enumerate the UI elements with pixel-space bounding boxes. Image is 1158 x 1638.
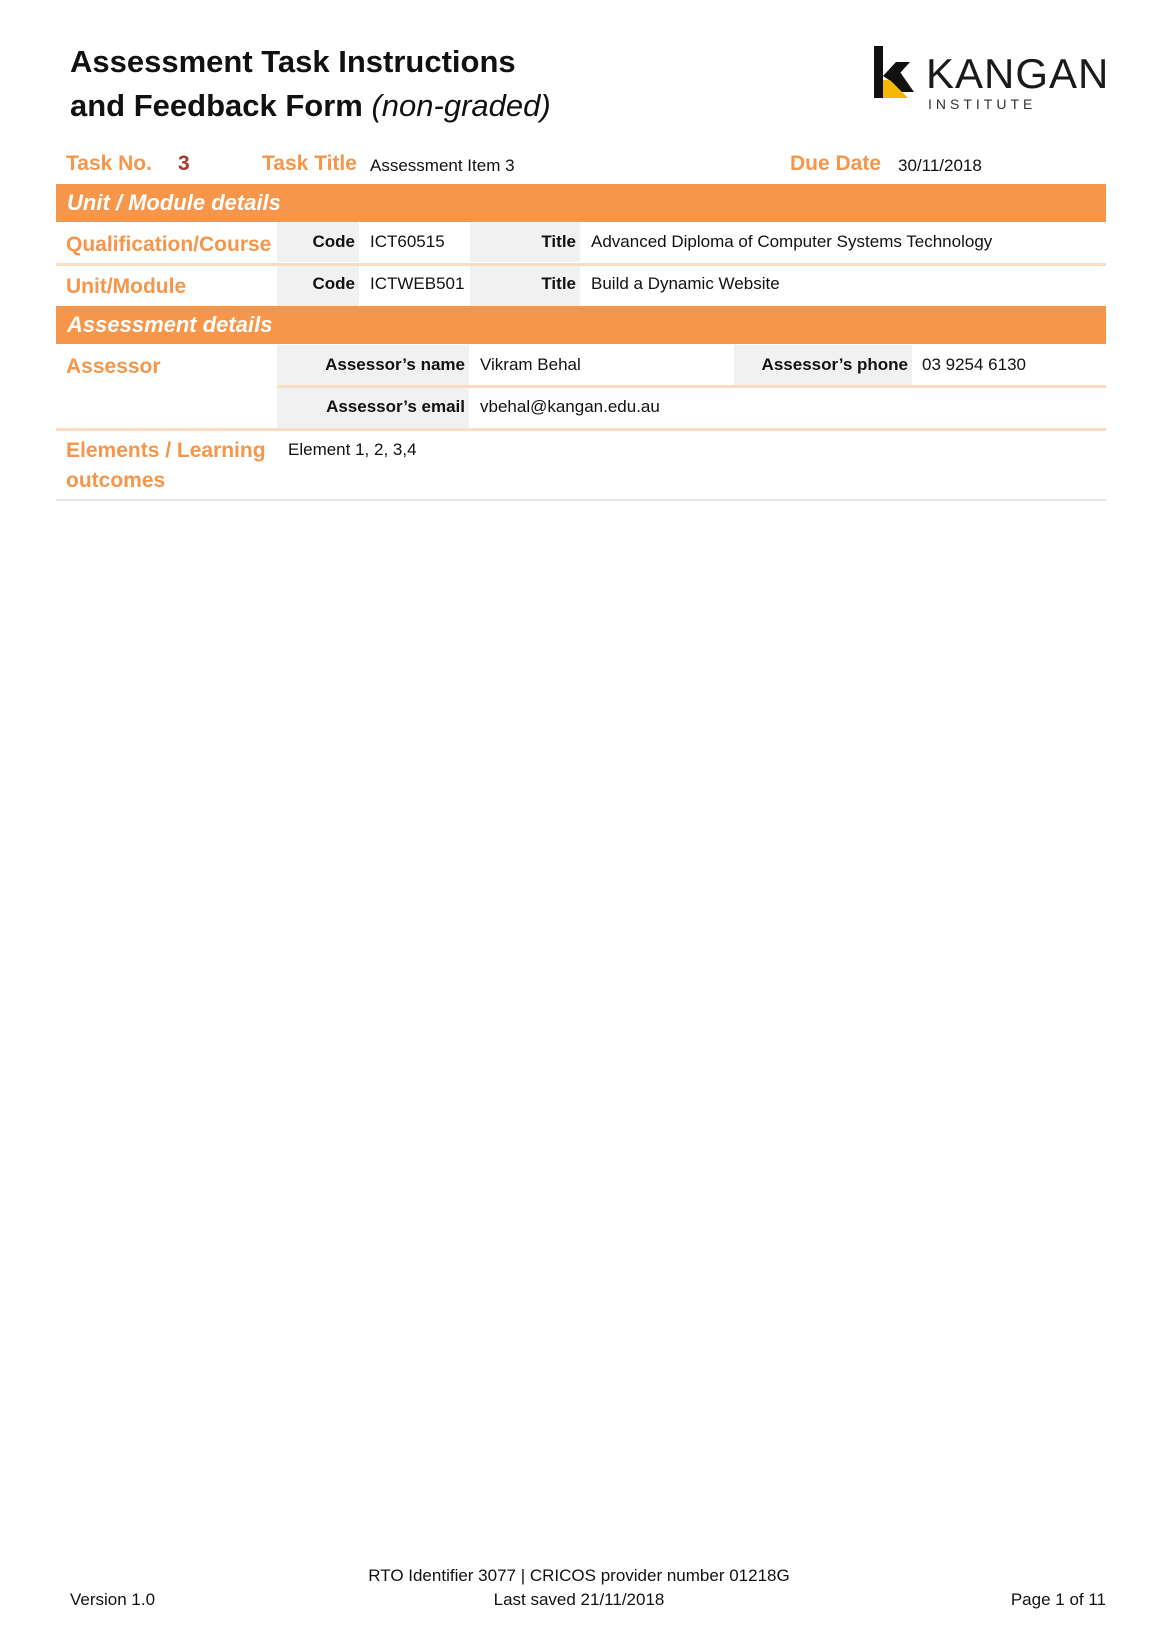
elements-label	[66, 436, 266, 496]
qualification-title-label: Title	[541, 232, 576, 251]
assessor-name: Vikram Behal	[480, 355, 581, 374]
qualification-code: ICT60515	[370, 232, 445, 251]
task-title-label: Task Title	[262, 152, 357, 175]
unit-title-label: Title	[541, 274, 576, 293]
task-no-label: Task No.	[66, 152, 152, 175]
unit-module-label: Unit/Module	[66, 275, 187, 298]
footer-page-number: Page 1 of 11	[1010, 1590, 1106, 1609]
assessor-email: vbehal@kangan.edu.au	[480, 397, 660, 416]
due-date-value: 30/11/2018	[898, 156, 982, 175]
assessor-label: Assessor	[66, 355, 161, 378]
elements-value: Element 1, 2, 3,4	[288, 440, 417, 459]
assessment-details-heading: Assessment details	[56, 306, 1106, 344]
task-title-value: Assessment Item 3	[370, 156, 515, 175]
task-info-row	[66, 152, 1106, 184]
assessor-name-label: Assessor’s name	[325, 355, 465, 374]
assessor-phone: 03 9254 6130	[922, 355, 1026, 374]
unit-code: ICTWEB501	[370, 274, 465, 293]
title-line-2	[70, 84, 551, 128]
unit-code-label: Code	[312, 274, 355, 293]
title-line-2-main: and Feedback Form	[70, 88, 363, 123]
qualification-label: Qualification/Course	[66, 233, 272, 256]
title-line-1: Assessment Task Instructions	[70, 44, 516, 79]
elements-label-line-2: outcomes	[66, 469, 166, 492]
assessor-email-label: Assessor’s email	[326, 397, 465, 416]
logo-wordmark: KANGAN	[926, 50, 1110, 97]
footer-rto: RTO Identifier 3077 | CRICOS provider number 01218G	[368, 1566, 790, 1585]
task-no-value: 3	[178, 152, 190, 175]
logo-subtitle: INSTITUTE	[928, 96, 1037, 112]
row-divider	[56, 263, 1106, 266]
title-suffix: (non-graded)	[371, 88, 551, 123]
qualification-title: Advanced Diploma of Computer Systems Technology	[591, 232, 993, 251]
unit-title: Build a Dynamic Website	[591, 274, 780, 293]
kangan-k-mark-icon	[874, 46, 914, 98]
qualification-code-label: Code	[312, 232, 355, 251]
unit-module-heading: Unit / Module details	[56, 184, 1106, 222]
assessor-phone-label: Assessor’s phone	[761, 355, 908, 374]
page-title	[70, 40, 551, 128]
due-date-label: Due Date	[790, 152, 882, 175]
footer-version: Version 1.0	[70, 1590, 156, 1609]
footer-last-saved: Last saved 21/11/2018	[493, 1590, 665, 1609]
elements-label-line-1: Elements / Learning	[66, 439, 266, 462]
row-divider	[56, 428, 1106, 431]
section-bottom-rule	[56, 499, 1106, 501]
kangan-logo	[874, 44, 1110, 116]
